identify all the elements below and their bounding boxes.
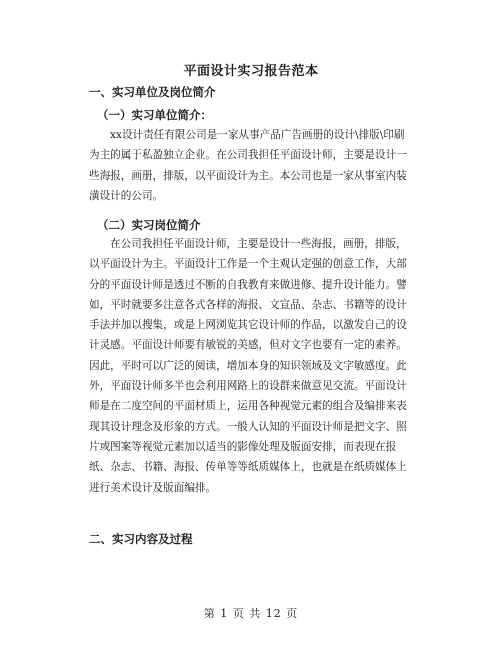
- paragraph-line: 如，平时就要多注意各式各样的海报、文宣品、杂志、书籍等的设计: [89, 298, 407, 311]
- paragraph-position-intro: [89, 234, 419, 498]
- paragraph-line: 在公司我担任平面设计师，主要是设计一些海报，画册，排版，: [110, 238, 407, 250]
- subsection-heading-2: （二）实习岗位简介: [97, 218, 201, 232]
- subsection-heading-1: （一）实习单位简介：: [97, 108, 212, 122]
- paragraph-line: 计灵感。平面设计师要有敏锐的美感，但对文字也要有一定的素养。: [89, 339, 407, 352]
- section-heading-2: 二、实习内容及过程: [89, 532, 193, 546]
- paragraph-line: 为主的属于私盈独立企业。在公司我担任平面设计师，主要是设计一: [89, 149, 407, 162]
- paragraph-line: 手法并加以搜集，或是上网浏览其它设计师的作品，以激发自己的设: [89, 319, 407, 332]
- paragraph-line: 纸、杂志、书籍、海报、传单等等纸质媒体上，也就是在纸质媒体上: [89, 461, 407, 474]
- paragraph-line: 片或图案等视觉元素加以适当的影像处理及版面安排，而表现在报: [89, 440, 397, 453]
- paragraph-line: 现其设计理念及形象的方式。一般人认知的平面设计师是把文字、照: [89, 420, 407, 433]
- paragraph-line: 以平面设计为主。平面设计工作是一个主观认定强的创意工作，大部: [89, 258, 407, 271]
- document-title: 平面设计实习报告范本: [183, 64, 319, 79]
- page-number-footer: 第 1 页 共 12 页: [203, 607, 299, 620]
- paragraph-line: 分的平面设计师是透过不断的自我教育来做进修、提升设计能力。譬: [89, 278, 407, 291]
- paragraph-line: xx设计责任有限公司是一家从事产品广告画册的设计\排版\印刷: [110, 129, 405, 141]
- paragraph-line: 些海报，画册，排版，以平面设计为主。本公司也是一家从事室内装: [89, 169, 407, 182]
- paragraph-company-intro: [89, 125, 419, 206]
- paragraph-line: 外，平面设计师多半也会利用网路上的设群来做意见交流。平面设计: [89, 380, 407, 393]
- section-heading-1: 一、实习单位及岗位简介: [89, 85, 216, 99]
- paragraph-line: 师是在二度空间的平面材质上，运用各种视觉元素的组合及编排来表: [89, 400, 407, 413]
- paragraph-line: 潢设计的公司。: [89, 189, 164, 202]
- paragraph-line: 因此，平时可以广泛的阅读，增加本身的知识领域及文字敏感度。此: [89, 359, 407, 372]
- paragraph-line: 进行美术设计及版面编排。: [89, 481, 217, 494]
